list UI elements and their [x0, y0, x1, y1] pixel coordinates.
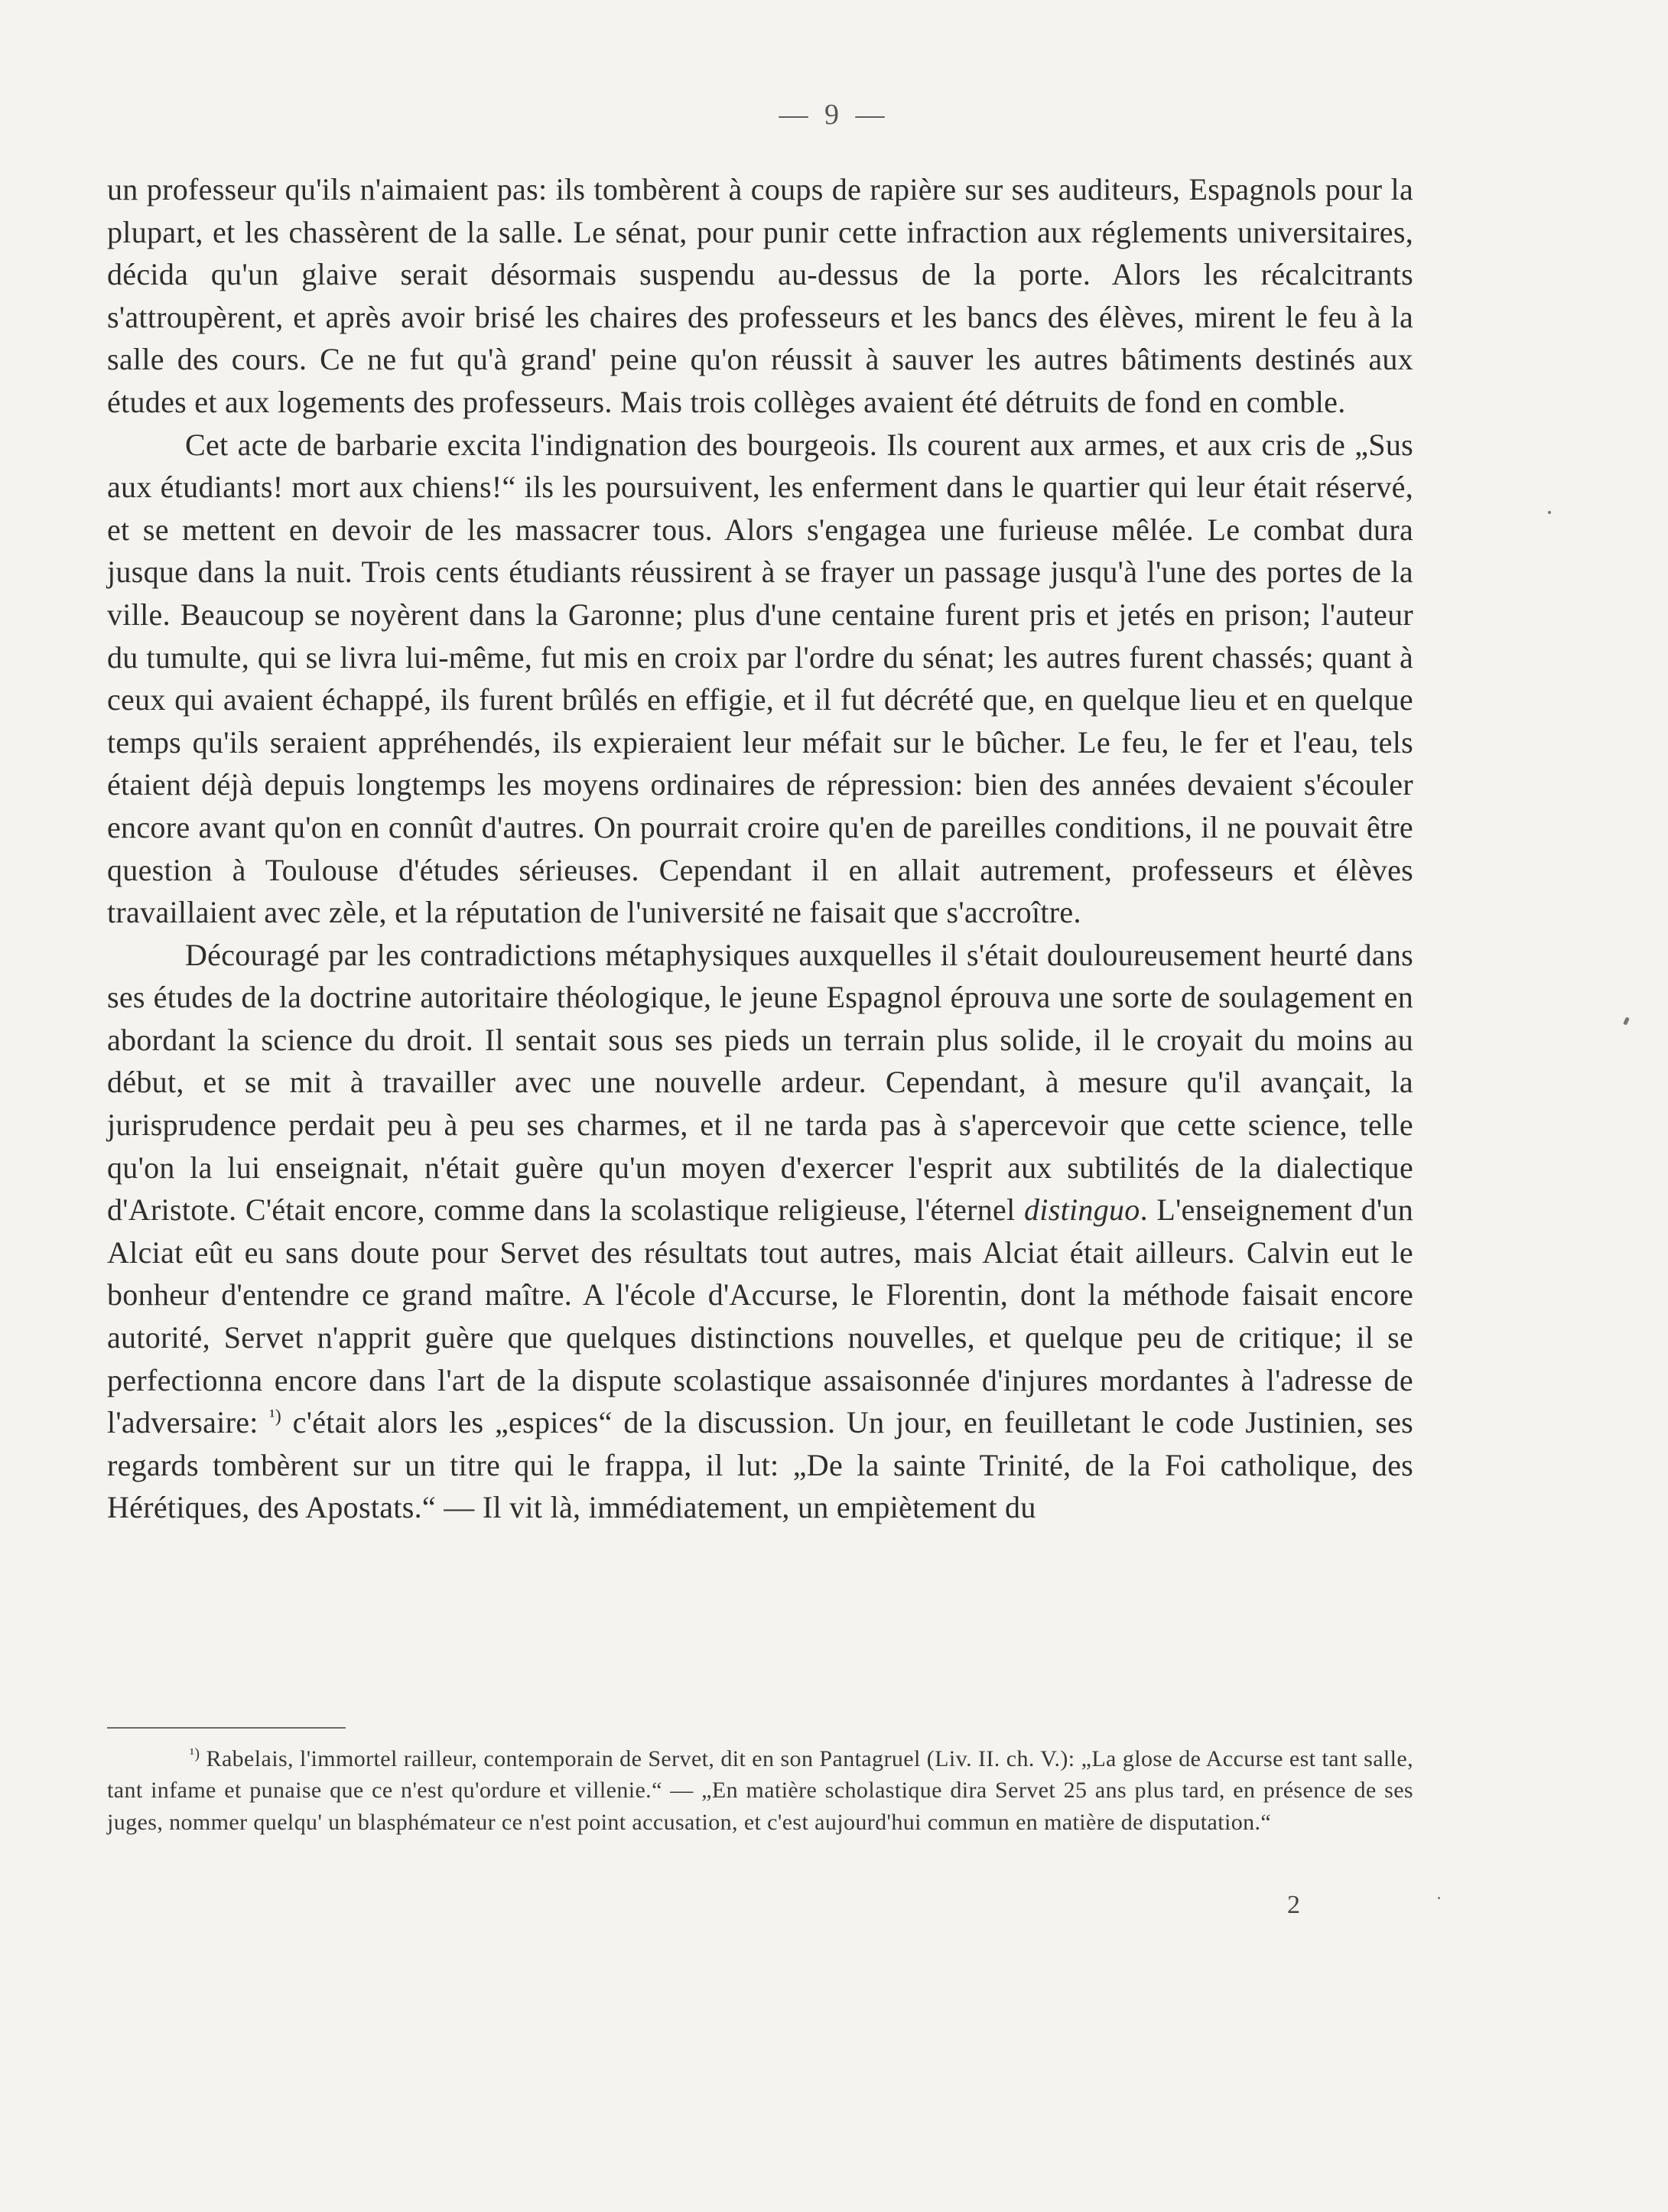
footnote-marker: ¹)	[190, 1745, 200, 1762]
paragraph-text: un professeur qu'ils n'aimaient pas: ils tombèrent à coups de rapière sur ses auditeurs, Espagnols pour la plupart, et les chassèrent de la salle. Le sénat, pour punir cette infraction aux réglements universitaires, décida qu'un glaive serait désormais suspendu au-dessus de la porte. Alors les récalcitrants s'attroupèrent, et après avoir brisé les chaires des professeurs et les bancs des élèves, mirent le feu à la salle des cours. Ce ne fut qu'à grand' peine qu'on réussit à sauver les autres bâtiments destinés aux études et aux logements des professeurs. Mais trois collèges avaient été détruits de fond en comble.	[107, 172, 1413, 419]
paragraph-text: Cet acte de barbarie excita l'indignation des bourgeois. Ils courent aux armes, et aux cris de „Sus aux étudiants! mort aux chiens!“ ils les poursuivent, les enferment dans le quartier qui leur était réservé, et se mettent en devoir de les massacrer tous. Alors s'engagea une furieuse mêlée. Le combat dura jusque dans la nuit. Trois cents étudiants réussirent à se frayer un passage jusqu'à l'une des portes de la ville. Beaucoup se noyèrent dans la Garonne; plus d'une centaine furent pris et jetés en prison; l'auteur du tumulte, qui se livra lui-même, fut mis en croix par l'ordre du sénat; les autres furent chassés; quant à ceux qui avaient échappé, ils furent brûlés en effigie, et il fut décrété que, en quelque lieu et en quelque temps qu'ils seraient appréhendés, ils expieraient leur méfait sur le bûcher. Le feu, le fer et l'eau, tels étaient déjà depuis longtemps les moyens ordinaires de répression: bien des années devaient s'écouler encore avant qu'on en connût d'autres. On pourrait croire qu'en de pareilles conditions, il ne pouvait être question à Toulouse d'études sérieuses. Cependant il en allait autrement, professeurs et élèves travaillaient avec zèle, et la réputation de l'université ne faisait que s'accroître.	[107, 427, 1413, 930]
page-number: — 9 —	[779, 99, 889, 131]
paper-speck	[1548, 511, 1551, 514]
paragraph	[107, 424, 1413, 934]
footnote-text: Rabelais, l'immortel railleur, contemporain de Servet, dit en son Pantagruel (Liv. II. ch. V.): „La glose de Accurse est tant salle, tant infame et punaise que ce n'est qu'ordure et villenie.“ — „En matière scholastique dira Servet 25 ans plus tard, en présence de ses juges, nommer quelqu' un blasphémateur ce n'est point accusation, et c'est aujourd'hui commun en matière de disputation.“	[107, 1746, 1413, 1835]
paragraph-text: . L'enseignement d'un Alciat eût eu sans doute pour Servet des résultats tout autres, mais Alciat était ailleurs. Calvin eut le bonheur d'entendre ce grand maître. A l'école d'Accurse, le Florentin, dont la méthode faisait encore autorité, Servet n'apprit guère que quelques distinctions nouvelles, et quelque peu de critique; il se perfectionna encore dans l'art de la dispute scolastique assaisonnée d'injures mordantes à l'adresse de l'adversaire:	[107, 1192, 1413, 1440]
paragraph-text: c'était alors les „espices“ de la discussion. Un jour, en feuilletant le code Justinien, ses regards tombèrent sur un titre qui le frappa, il lut: „De la sainte Trinité, de la Foi catholique, des Hérétiques, des Apostats.“ — Il vit là, immédiatement, un empiètement du	[107, 1405, 1413, 1525]
body-text	[107, 168, 1413, 1529]
paragraph	[107, 934, 1413, 1529]
paper-speck	[1438, 1897, 1440, 1899]
footnote-paragraph	[107, 1743, 1413, 1838]
paragraph	[107, 168, 1413, 424]
paragraph-text: Découragé par les contradictions métaphysiques auxquelles il s'était douloureusement heurté dans ses études de la doctrine autoritaire théologique, le jeune Espagnol éprouva une sorte de soulagement en abordant la science du droit. Il sentait sous ses pieds un terrain plus solide, il le croyait du moins au début, et se mit à travailler avec une nouvelle ardeur. Cependant, à mesure qu'il avançait, la jurisprudence perdait peu à peu ses charmes, et il ne tarda pas à s'apercevoir que cette science, telle qu'on la lui enseignait, n'était guère qu'un moyen d'exercer l'esprit aux subtilités de la dialectique d'Aristote. C'était encore, comme dans la scolastique religieuse, l'éternel	[107, 937, 1413, 1228]
italic-term: distinguo	[1023, 1192, 1140, 1228]
footnote-reference: ¹)	[269, 1407, 282, 1427]
signature-mark: 2	[1287, 1891, 1300, 1919]
footnote	[107, 1743, 1413, 1838]
footnote-separator	[107, 1727, 346, 1729]
paper-speck	[1623, 1017, 1630, 1025]
